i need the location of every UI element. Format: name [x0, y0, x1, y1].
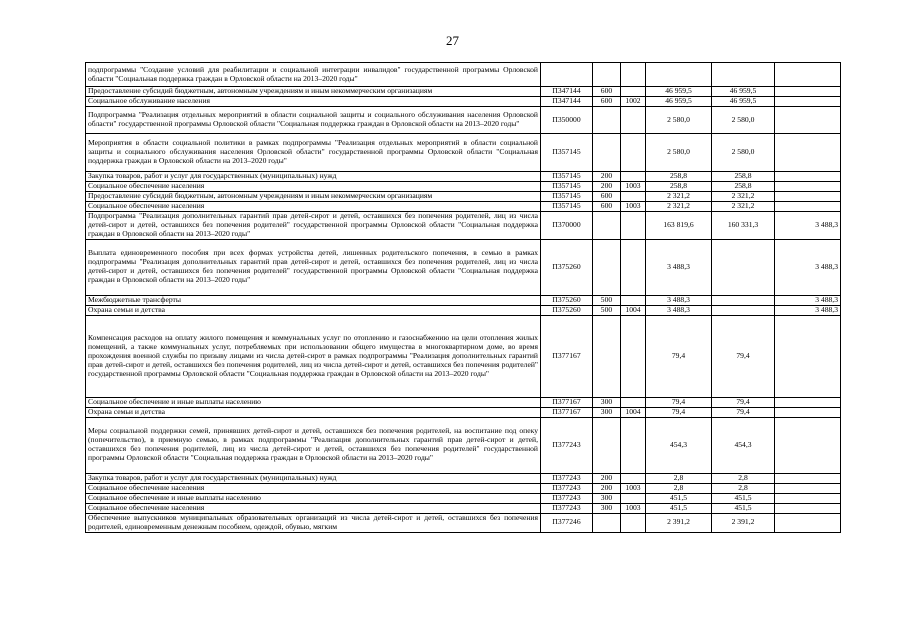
row-amount-regional: 46 959,5: [712, 97, 775, 107]
row-amount-federal: [775, 503, 841, 513]
row-code: П377243: [541, 417, 593, 473]
table-row: [86, 417, 841, 473]
row-expense-group: [593, 107, 621, 134]
row-amount-total: 451,5: [646, 503, 712, 513]
table-row: [86, 107, 841, 134]
row-section: [621, 397, 646, 407]
table-row: [86, 513, 841, 532]
row-section: [621, 192, 646, 202]
row-expense-group: 200: [593, 483, 621, 493]
row-amount-total: 3 488,3: [646, 295, 712, 305]
row-amount-total: 46 959,5: [646, 97, 712, 107]
row-expense-group: 200: [593, 172, 621, 182]
row-expense-group: [593, 315, 621, 397]
row-code: [541, 63, 593, 87]
table-row: [86, 397, 841, 407]
row-code: П357145: [541, 202, 593, 212]
row-amount-regional: 258,8: [712, 172, 775, 182]
row-section: [621, 513, 646, 532]
row-expense-group: 600: [593, 192, 621, 202]
row-section: [621, 239, 646, 295]
row-amount-total: 451,5: [646, 493, 712, 503]
table-row: [86, 315, 841, 397]
row-amount-regional: 79,4: [712, 397, 775, 407]
row-amount-total: 3 488,3: [646, 305, 712, 315]
row-amount-total: 2 580,0: [646, 107, 712, 134]
row-amount-total: 2,8: [646, 473, 712, 483]
row-amount-total: [646, 63, 712, 87]
row-amount-regional: 2,8: [712, 473, 775, 483]
row-amount-total: 2,8: [646, 483, 712, 493]
row-amount-total: 2 391,2: [646, 513, 712, 532]
row-section: [621, 473, 646, 483]
row-section: 1004: [621, 305, 646, 315]
row-name: Социальное обеспечение и иные выплаты населению: [86, 397, 541, 407]
row-amount-federal: 3 488,3: [775, 239, 841, 295]
row-code: П377243: [541, 473, 593, 483]
row-code: П350000: [541, 107, 593, 134]
row-amount-regional: [712, 63, 775, 87]
row-section: 1004: [621, 407, 646, 417]
row-amount-regional: 2,8: [712, 483, 775, 493]
row-amount-federal: [775, 97, 841, 107]
row-amount-federal: [775, 63, 841, 87]
row-amount-regional: 160 331,3: [712, 212, 775, 240]
row-expense-group: 600: [593, 87, 621, 97]
row-name: Выплата единовременного пособия при всех формах устройства детей, лишенных родительского попечения, в семью в рамках подпрограммы "Реализация дополнительных гарантий прав детей-сирот и детей, оставшихся без попечения родителей, лиц из числа детей-сирот и детей, оставшихся без попечения родителей" государственной программы Орловской области "Социальная поддержка граждан в Орловской области на 2013–2020 годы": [86, 239, 541, 295]
row-expense-group: [593, 239, 621, 295]
row-amount-total: 2 321,2: [646, 192, 712, 202]
table-row: [86, 493, 841, 503]
table-row: [86, 87, 841, 97]
row-expense-group: [593, 417, 621, 473]
row-amount-federal: [775, 397, 841, 407]
table-row: [86, 172, 841, 182]
table-row: [86, 134, 841, 172]
row-amount-total: 258,8: [646, 172, 712, 182]
row-name: Закупка товаров, работ и услуг для государственных (муниципальных) нужд: [86, 172, 541, 182]
row-amount-federal: [775, 407, 841, 417]
row-amount-total: 454,3: [646, 417, 712, 473]
table-row: [86, 97, 841, 107]
row-section: 1003: [621, 503, 646, 513]
budget-table: [85, 62, 841, 533]
row-section: 1003: [621, 182, 646, 192]
row-amount-total: 2 321,2: [646, 202, 712, 212]
row-section: [621, 107, 646, 134]
row-amount-federal: [775, 192, 841, 202]
row-amount-regional: 451,5: [712, 493, 775, 503]
row-amount-total: 2 580,0: [646, 134, 712, 172]
row-code: П357145: [541, 192, 593, 202]
table-row: [86, 239, 841, 295]
row-name: Меры социальной поддержки семей, принявших детей-сирот и детей, оставшихся без попечения родителей, на воспитание под опеку (попечительство), в приемную семью, в рамках подпрограммы "Реализация дополнительных гарантий прав детей-сирот и детей, оставшихся без попечения родителей, лиц из числа детей-сирот и детей, оставшихся без попечения родителей" государственной программы Орловской области "Социальная поддержка граждан в Орловской области на 2013–2020 годы": [86, 417, 541, 473]
row-amount-regional: 46 959,5: [712, 87, 775, 97]
row-name: Обеспечение выпускников муниципальных образовательных организаций из числа детей-сирот и детей, оставшихся без попечения родителей, единовременным денежным пособием, одеждой, обувью, мягким: [86, 513, 541, 532]
row-section: [621, 315, 646, 397]
row-amount-federal: 3 488,3: [775, 295, 841, 305]
row-expense-group: [593, 63, 621, 87]
table-row: [86, 202, 841, 212]
row-code: П377243: [541, 503, 593, 513]
row-amount-total: 79,4: [646, 407, 712, 417]
row-code: П377243: [541, 493, 593, 503]
row-code: П375260: [541, 239, 593, 295]
row-section: 1003: [621, 202, 646, 212]
row-amount-federal: 3 488,3: [775, 212, 841, 240]
row-code: П357145: [541, 134, 593, 172]
row-amount-regional: [712, 295, 775, 305]
row-section: [621, 417, 646, 473]
table-row: [86, 295, 841, 305]
table-row: [86, 503, 841, 513]
row-name: Подпрограмма "Реализация дополнительных гарантий прав детей-сирот и детей, оставшихся без попечения родителей, лиц из числа детей-сирот и детей, оставшихся без попечения родителей" государственной программы Орловской области "Социальная поддержка граждан в Орловской области на 2013–2020 годы": [86, 212, 541, 240]
row-amount-regional: 258,8: [712, 182, 775, 192]
row-amount-federal: [775, 417, 841, 473]
row-expense-group: 500: [593, 305, 621, 315]
row-amount-total: 163 819,6: [646, 212, 712, 240]
row-code: П377167: [541, 397, 593, 407]
row-expense-group: 600: [593, 202, 621, 212]
row-section: [621, 134, 646, 172]
row-amount-federal: [775, 513, 841, 532]
row-expense-group: 200: [593, 473, 621, 483]
row-expense-group: 600: [593, 97, 621, 107]
row-expense-group: [593, 513, 621, 532]
row-expense-group: 300: [593, 407, 621, 417]
row-amount-federal: [775, 134, 841, 172]
row-code: П377243: [541, 483, 593, 493]
row-code: П377246: [541, 513, 593, 532]
table-row: [86, 192, 841, 202]
row-name: Социальное обеспечение и иные выплаты населению: [86, 493, 541, 503]
table-row: [86, 483, 841, 493]
row-name: подпрограммы "Создание условий для реабилитации и социальной интеграции инвалидов" государственной программы Орловской области "Социальная поддержка граждан в Орловской области на 2013–2020 годы": [86, 63, 541, 87]
row-amount-regional: [712, 239, 775, 295]
row-name: Социальное обеспечение населения: [86, 483, 541, 493]
row-code: П375260: [541, 305, 593, 315]
row-amount-federal: 3 488,3: [775, 305, 841, 315]
row-name: Предоставление субсидий бюджетным, автономным учреждениям и иным некоммерческим организациям: [86, 87, 541, 97]
row-name: Предоставление субсидий бюджетным, автономным учреждениям и иным некоммерческим организациям: [86, 192, 541, 202]
row-name: Межбюджетные трансферты: [86, 295, 541, 305]
row-code: П347144: [541, 97, 593, 107]
row-amount-federal: [775, 202, 841, 212]
row-name: Охрана семьи и детства: [86, 305, 541, 315]
row-code: П377167: [541, 407, 593, 417]
row-code: П375260: [541, 295, 593, 305]
row-amount-regional: 79,4: [712, 315, 775, 397]
row-section: 1002: [621, 97, 646, 107]
row-amount-regional: 2 580,0: [712, 107, 775, 134]
row-amount-regional: 2 321,2: [712, 192, 775, 202]
row-amount-federal: [775, 483, 841, 493]
row-name: Социальное обеспечение населения: [86, 182, 541, 192]
row-amount-federal: [775, 182, 841, 192]
row-amount-regional: 2 391,2: [712, 513, 775, 532]
row-expense-group: 300: [593, 493, 621, 503]
row-amount-federal: [775, 87, 841, 97]
row-amount-federal: [775, 315, 841, 397]
row-name: Социальное обеспечение населения: [86, 503, 541, 513]
row-amount-federal: [775, 172, 841, 182]
row-code: П377167: [541, 315, 593, 397]
row-section: 1003: [621, 483, 646, 493]
row-amount-federal: [775, 107, 841, 134]
row-amount-regional: 2 580,0: [712, 134, 775, 172]
row-section: [621, 172, 646, 182]
row-amount-total: 258,8: [646, 182, 712, 192]
row-name: Закупка товаров, работ и услуг для государственных (муниципальных) нужд: [86, 473, 541, 483]
row-section: [621, 295, 646, 305]
row-amount-total: 79,4: [646, 315, 712, 397]
row-code: П357145: [541, 182, 593, 192]
row-amount-regional: 454,3: [712, 417, 775, 473]
row-amount-federal: [775, 493, 841, 503]
row-name: Социальное обеспечение населения: [86, 202, 541, 212]
row-amount-regional: [712, 305, 775, 315]
row-amount-total: 46 959,5: [646, 87, 712, 97]
row-amount-regional: 451,5: [712, 503, 775, 513]
row-section: [621, 87, 646, 97]
row-name: Подпрограмма "Реализация отдельных мероприятий в области социальной защиты и социального обслуживания населения Орловской области" государственной программы Орловской области "Социальная поддержка граждан в Орловской области на 2013–2020 годы": [86, 107, 541, 134]
table-row: [86, 182, 841, 192]
page-number: 27: [446, 33, 459, 48]
row-name: Охрана семьи и детства: [86, 407, 541, 417]
row-name: Компенсация расходов на оплату жилого помещения и коммунальных услуг по отоплению и газоснабжению на цели отопления жилых помещений, а также коммунальных услуг, потребляемых при использовании общего имущества в многоквартирном доме, во время прохождения военной службы по призыву лицами из числа детей-сирот в рамках подпрограммы "Реализация дополнительных гарантий прав детей-сирот и детей, оставшихся без попечения родителей, лиц из числа детей-сирот и детей, оставшихся без попечения родителей" государственной программы Орловской области "Социальная поддержка граждан в Орловской области на 2013–2020 годы": [86, 315, 541, 397]
row-name: Мероприятия в области социальной политики в рамках подпрограммы "Реализация отдельных мероприятий в области социальной защиты и социального обслуживания населения Орловской области" государственной программы Орловской области "Социальная поддержка граждан в Орловской области на 2013–2020 годы": [86, 134, 541, 172]
row-amount-total: 3 488,3: [646, 239, 712, 295]
table-row: [86, 212, 841, 240]
row-expense-group: 300: [593, 397, 621, 407]
row-section: [621, 212, 646, 240]
table-row: [86, 407, 841, 417]
row-amount-total: 79,4: [646, 397, 712, 407]
row-expense-group: 300: [593, 503, 621, 513]
row-amount-regional: 2 321,2: [712, 202, 775, 212]
row-code: П357145: [541, 172, 593, 182]
row-section: [621, 493, 646, 503]
row-name: Социальное обслуживание населения: [86, 97, 541, 107]
row-section: [621, 63, 646, 87]
row-expense-group: [593, 212, 621, 240]
row-amount-federal: [775, 473, 841, 483]
table-row: [86, 305, 841, 315]
row-expense-group: [593, 134, 621, 172]
row-expense-group: 500: [593, 295, 621, 305]
table-row: [86, 473, 841, 483]
row-expense-group: 200: [593, 182, 621, 192]
row-amount-regional: 79,4: [712, 407, 775, 417]
row-code: П347144: [541, 87, 593, 97]
row-code: П370000: [541, 212, 593, 240]
table-row: [86, 63, 841, 87]
